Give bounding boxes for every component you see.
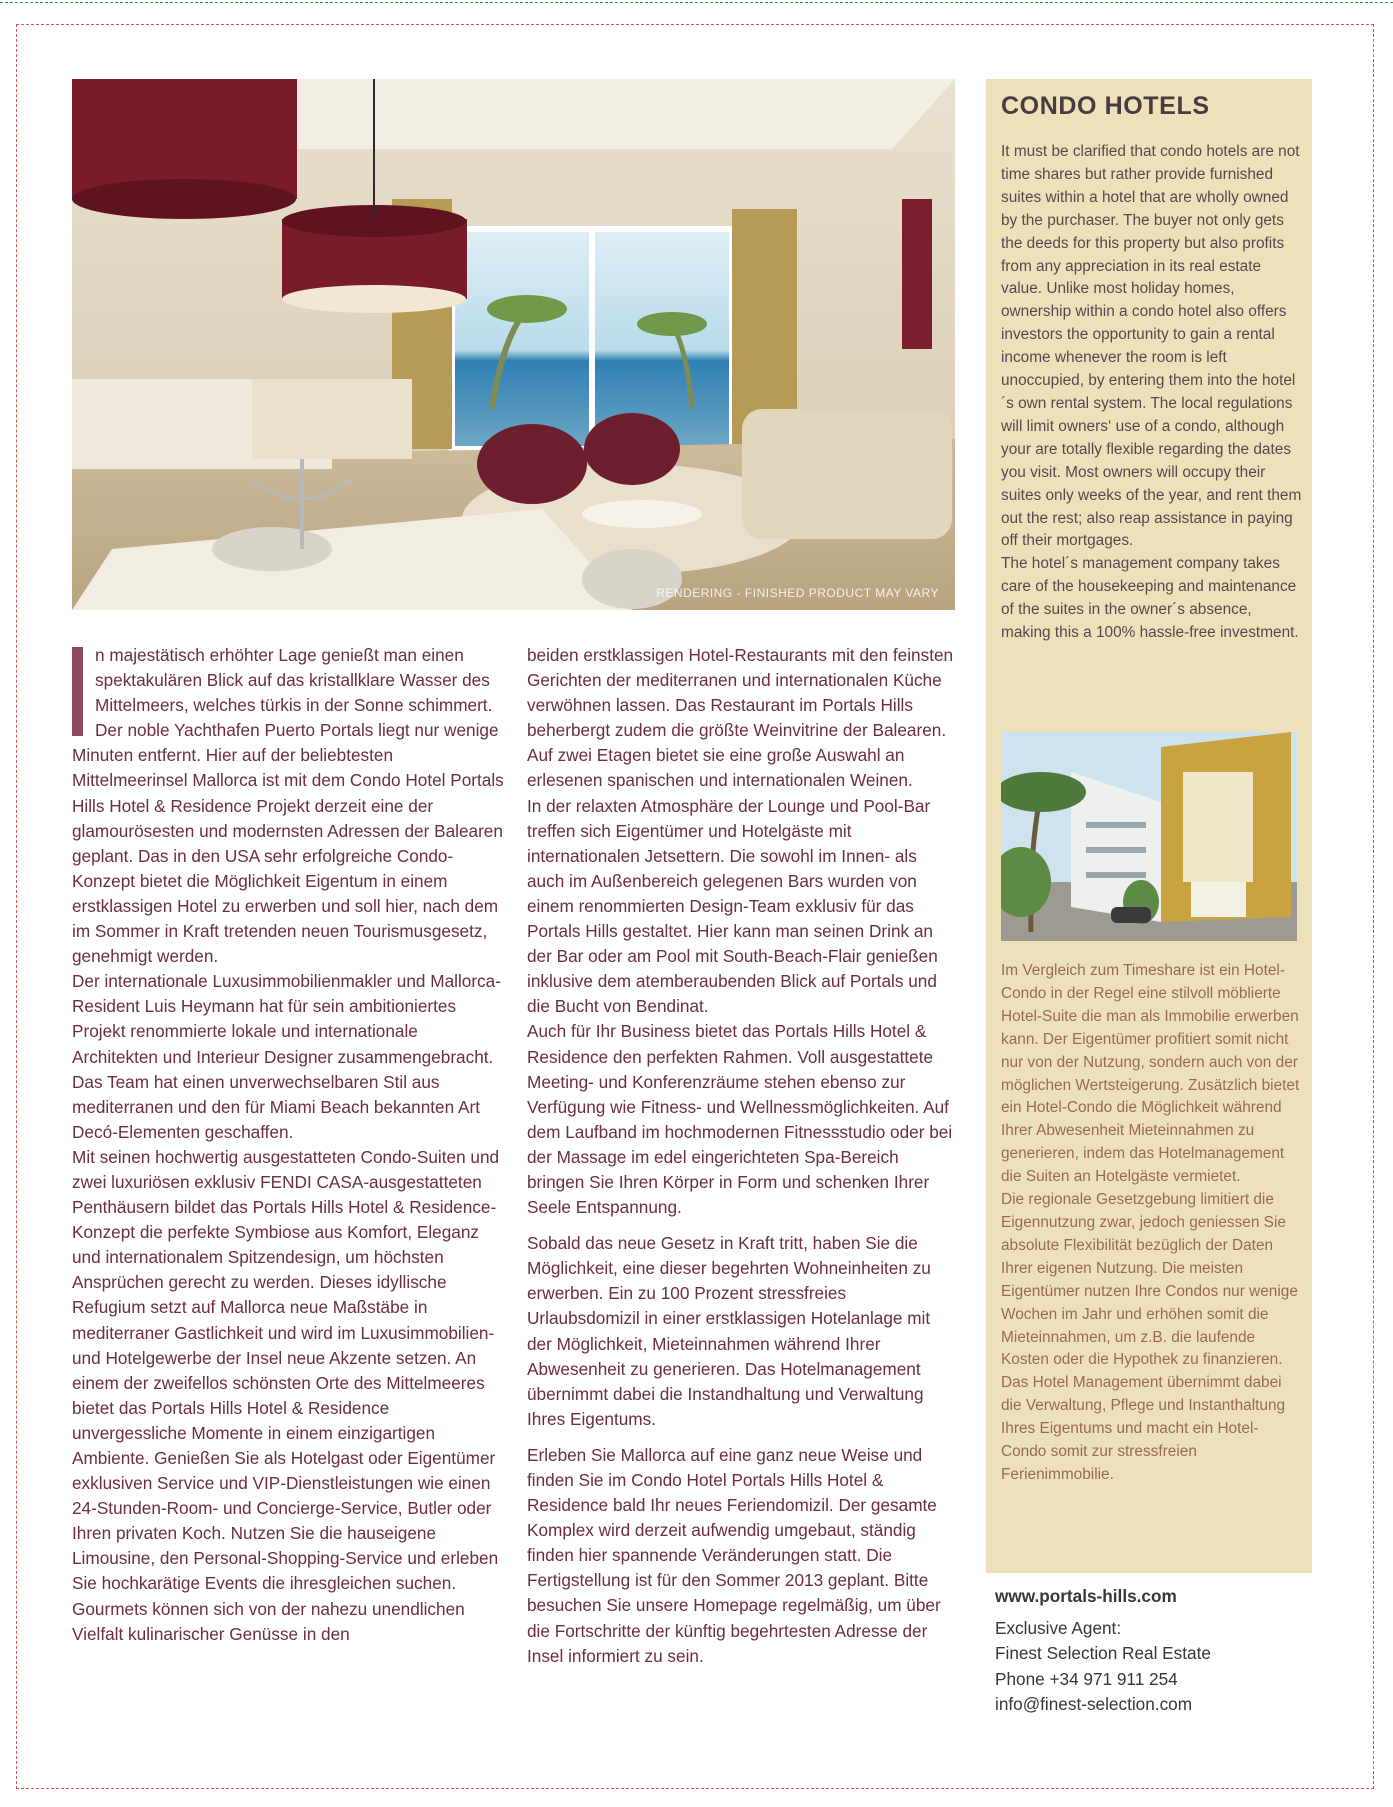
agent-name: Finest Selection Real Estate [995,1643,1211,1663]
sidebar-english-text [1001,141,1303,645]
sidebar-paragraph: It must be clarified that condo hotels are not time shares but rather provide furnished suites within a hotel that are wholly owned by the purchaser. The buyer not only gets the deeds for this property but also profits from any appreciation in its real estate value. Unlike most holiday homes, ownership within a condo hotel also offers investors the opportunity to gain a rental income whenever the room is left unoccupied, by entering them into the hotel´s own rental system. The local regulations will limit owners‘ use of a condo, although your are totally flexible regarding the dates you visit. Most owners will occupy their suites only weeks of the year, and rent them out the rest; also reap assistance in paying off their mortgages. [1001,143,1302,550]
article-paragraph: In der relaxten Atmosphäre der Lounge und Pool-Bar treffen sich Eigentümer und Hotelgäste mit internationalen Jetsettern. Die sowohl im Innen- als auch im Außenbereich gelegenen Bars wurden von einem renommierten Design-Team exklusiv für das Portals Hills gestaltet. Hier kann man seinen Drink an der Bar oder am Pool mit South-Beach-Flair genießen inklusive dem atemberaubenden Blick auf Portals und die Bucht von Bendinat. [527,795,938,1017]
trim-line-top [0,2,1393,3]
dropcap-bar [72,647,83,736]
contact-block [995,1584,1335,1718]
sidebar-paragraph: Im Vergleich zum Timeshare ist ein Hotel-Condo in der Regel eine stilvoll möblierte Hotel-Suite die man als Immobilie erwerben kann. Der Eigentümer profitiert somit nicht nur von der Nutzung, sondern auch von der möglichen Wertsteigerung. Zusätzlich bietet ein Hotel-Condo die Möglichkeit während Ihrer Abwesenheit Mieteinnahmen zu generieren, indem das Hotelmanagement die Suiten an Hotelgäste vermietet. [1001,962,1300,1186]
condo-hotels-sidebar [986,79,1312,1573]
interior-illustration [72,79,955,610]
article-paragraph: Sobald das neue Gesetz in Kraft tritt, haben Sie die Möglichkeit, eine dieser begehrten Wohneinheiten zu erwerben. Ein zu 100 Prozent stressfreies Urlaubsdomizil in einer erstklassigen Hotelanlage mit der Möglichkeit, Mieteinnahmen während Ihrer Abwesenheit zu generieren. Das Hotelmanagement übernimmt dabei die Instandhaltung und Verwaltung Ihres Eigentums. [527,1233,931,1429]
hero-interior-rendering [72,79,955,610]
hotel-exterior-illustration [1001,732,1297,941]
sidebar-paragraph: The hotel´s management company takes care of the housekeeping and maintenance of the suites in the owner´s absence, making this a 100% hassle-free investment. [1001,555,1299,642]
agent-email[interactable]: info@finest-selection.com [995,1694,1193,1714]
sidebar-paragraph: Das Hotel Management übernimmt dabei die Verwaltung, Pflege und Instanthaltung Ihres Eigentums und macht ein Hotel-Condo somit zur stressfreien Ferienimmobilie. [1001,1374,1286,1483]
website-link[interactable]: www.portals-hills.com [995,1586,1177,1606]
article-column-middle [527,643,957,1669]
sidebar-paragraph: Die regionale Gesetzgebung limitiert die Eigennutzung zwar, jedoch geniessen Sie absolute Flexibilität bezüglich der Daten Ihrer eigenen Nutzung. Die meisten Eigentümer nutzen Ihre Condos nur wenige Wochen im Jahr und erhöhen somit die Mieteinnahmen, um z.B. die laufende Kosten oder die Hypothek zu finanzieren. [1001,1191,1298,1369]
article-paragraph: Der internationale Luxusimmobilienmakler und Mallorca-Resident Luis Heymann hat für sein ambitioniertes Projekt renommierte lokale und internationale Architekten und Interieur Designer zusammengebracht. Das Team hat einen unverwechselbaren Stil aus mediterranen und den für Miami Beach bekannten Art Decó-Elementen geschaffen. [72,971,501,1142]
article-paragraph: Auch für Ihr Business bietet das Portals Hills Hotel & Residence den perfekten Rahmen. Voll ausgestattete Meeting- und Konferenzräume stehen ebenso zur Verfügung wie Fitness- und Wellnessmöglichkeiten. Auf dem Laufband im hochmodernen Fitnessstudio oder bei der Massage im edel eingerichteten Spa-Bereich bringen Sie Ihren Körper in Form und schenken Ihrer Seele Entspannung. [527,1021,953,1218]
sidebar-title: CONDO HOTELS [1001,92,1210,120]
article-column-left [72,643,505,1647]
article-paragraph: Mit seinen hochwertig ausgestatteten Condo-Suiten und zwei luxuriösen exklusiv FENDI CASA-ausgestatteten Penthäusern bildet das Portals Hills Hotel & Residence-Konzept die perfekte Symbiose aus Komfort, Eleganz und internationalem Spitzendesign, um höchsten Ansprüchen gerecht zu werden. Dieses idyllische Refugium setzt auf Mallorca neue Maßstäbe in mediterraner Gastlichkeit und wird im Luxusimmobilien- und Hotelgewerbe der Insel neue Akzente setzen. An einem der zweifellos schönsten Orte des Mittelmeeres bietet das Portals Hills Hotel & Residence unvergessliche Momente in einem einzigartigen Ambiente. Genießen Sie als Hotelgast oder Eigentümer exklusiven Service und VIP-Dienstleistungen wie einen 24-Stunden-Room- und Concierge-Service, Butler oder Ihren privaten Koch. Nutzen Sie die hauseigene Limousine, den Personal-Shopping-Service und erleben Sie hochkarätige Events die ihresgleichen suchen. Gourmets können sich von der nahezu unendlichen Vielfalt kulinarischer Genüsse in den [72,1146,500,1644]
agent-label: Exclusive Agent: [995,1617,1122,1638]
agent-phone[interactable]: Phone +34 971 911 254 [995,1668,1178,1689]
article-paragraph: Erleben Sie Mallorca auf eine ganz neue Weise und finden Sie im Condo Hotel Portals Hills Hotel & Residence bald Ihr neues Feriendomizil. Der gesamte Komplex wird derzeit aufwendig umgebaut, ständig finden hier spannende Veränderungen statt. Die Fertigstellung ist für den Sommer 2013 geplant. Bitte besuchen Sie unsere Homepage regelmäßig, um über die Fortschritte der künftig begehrtesten Adresse der Insel informiert zu sein. [527,1444,941,1666]
hotel-exterior-photo [1001,732,1297,941]
hero-caption: RENDERING - FINISHED PRODUCT MAY VARY [656,586,939,600]
sidebar-german-text [1001,960,1303,1487]
article-paragraph: n majestätisch erhöhter Lage genießt man einen spektakulären Blick auf das kristallklare Wasser des Mittelmeers, welches türkis in der Sonne schimmert. Der noble Yachthafen Puerto Portals liegt nur wenige Minuten entfernt. Hier auf der beliebtesten Mittelmeerinsel Mallorca ist mit dem Condo Hotel Portals Hills Hotel & Residence Projekt derzeit eine der glamourösesten und modernsten Adressen der Balearen geplant. Das in den USA sehr erfolgreiche Condo-Konzept bietet die Möglichkeit Eigentum in einem erstklassigen Hotel zu erwerben und soll hier, nach dem im Sommer in Kraft tretenden neuen Tourismusgesetz, genehmigt werden. [72,645,504,967]
article-paragraph: beiden erstklassigen Hotel-Restaurants mit den feinsten Gerichten der mediterranen und internationalen Küche verwöhnen lassen. Das Restaurant im Portals Hills beherbergt zudem die größte Weinvitrine der Balearen. Auf zwei Etagen bietet sie eine große Auswahl an erlesenen spanischen und internationalen Weinen. [527,645,954,791]
